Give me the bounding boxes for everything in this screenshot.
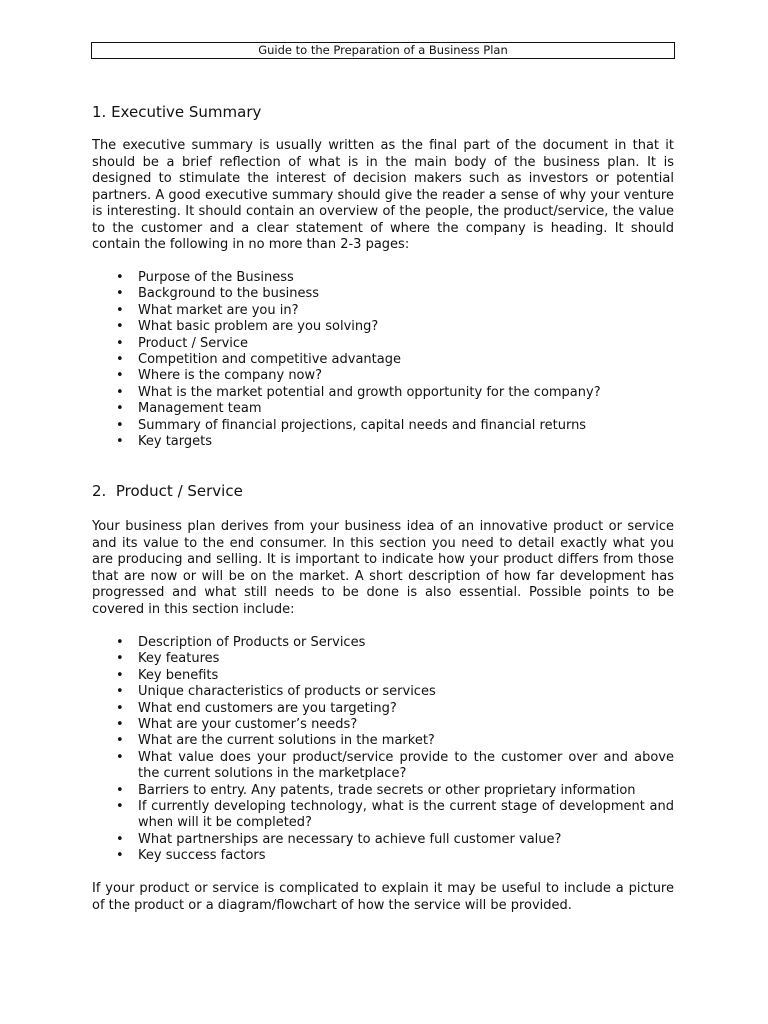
list-item: • Description of Products or Services [116, 635, 366, 650]
bullet-icon: • [116, 684, 124, 700]
bullet-icon: • [116, 417, 124, 433]
bullet-icon: • [116, 401, 124, 417]
list-item: • What are the current solutions in the market? [116, 733, 435, 749]
list-item: • Purpose of the Business [116, 270, 294, 285]
executive-summary-bullet-list [92, 270, 674, 450]
bullet-icon: • [116, 831, 124, 847]
bullet-icon: • [116, 434, 124, 450]
list-item: • Barriers to entry. Any patents, trade secrets or other proprietary information [116, 782, 636, 798]
list-item: • What is the market potential and growth opportunity for the company? [116, 384, 601, 400]
bullet-icon: • [116, 270, 124, 285]
list-item: • What are your customer’s needs? [116, 717, 358, 733]
bullet-icon: • [116, 848, 124, 864]
list-item: • Unique characteristics of products or services [116, 684, 436, 700]
bullet-icon: • [116, 335, 124, 351]
list-item: • Key targets [116, 434, 213, 450]
document-header: Guide to the Preparation of a Business Plan [91, 42, 675, 59]
bullet-icon: • [116, 302, 124, 318]
list-item: • What value does your product/service provide to the customer over and above the current solutions in the marketplace? [116, 749, 674, 782]
list-item: • Where is the company now? [116, 368, 323, 384]
list-item: • Product / Service [116, 335, 249, 351]
bullet-icon: • [116, 733, 124, 749]
bullet-icon: • [116, 717, 124, 733]
list-item: • What end customers are you targeting? [116, 700, 397, 716]
product-service-bullet-list [92, 635, 674, 865]
list-item: • Summary of financial projections, capital needs and financial returns [116, 417, 587, 433]
list-item: • Management team [116, 401, 262, 417]
list-item: • Key features [116, 651, 220, 667]
bullet-icon: • [116, 700, 124, 716]
product-service-closing-paragraph: If your product or service is complicated to explain it may be useful to include a picture of the product or a diagram/flowchart of how the service will be provided. [92, 881, 674, 913]
section-heading-executive-summary: 1. Executive Summary [92, 103, 262, 121]
bullet-icon: • [116, 799, 124, 815]
bullet-icon: • [116, 352, 124, 368]
list-item: • If currently developing technology, what is the current stage of development and when will it be completed? [116, 799, 674, 831]
product-service-paragraph: Your business plan derives from your business idea of an innovative product or service and its value to the end consumer. In this section you need to detail exactly what you are producing and selling. It is important to indicate how your product differs from those that are now or will be on the market. A short description of how far development has progressed and what still needs to be done is also essential. Possible points to be covered in this section include: [92, 519, 674, 617]
list-item: • Key benefits [116, 667, 219, 683]
bullet-icon: • [116, 319, 124, 335]
bullet-icon: • [116, 384, 124, 400]
bullet-icon: • [116, 368, 124, 384]
executive-summary-paragraph: The executive summary is usually written as the final part of the document in that it should be a brief reflection of what is in the main body of the business plan. It is designed to stimulate the interest of decision makers such as investors or potential partners. A good executive summary should give the reader a sense of why your venture is interesting. It should contain an overview of the people, the product/service, the value to the customer and a clear statement of where the company is heading. It should contain the following in no more than 2-3 pages: [92, 138, 674, 252]
bullet-icon: • [116, 651, 124, 667]
list-item: • What basic problem are you solving? [116, 319, 379, 335]
list-item: • What partnerships are necessary to achieve full customer value? [116, 831, 562, 847]
list-item: • Competition and competitive advantage [116, 352, 401, 368]
bullet-icon: • [116, 286, 124, 302]
section-heading-product-service: 2. Product / Service [92, 482, 243, 500]
bullet-icon: • [116, 749, 124, 765]
list-item: • What market are you in? [116, 302, 299, 318]
list-item: • Key success factors [116, 848, 266, 864]
bullet-icon: • [116, 635, 124, 650]
list-item: • Background to the business [116, 286, 319, 302]
bullet-icon: • [116, 782, 124, 798]
bullet-icon: • [116, 667, 124, 683]
